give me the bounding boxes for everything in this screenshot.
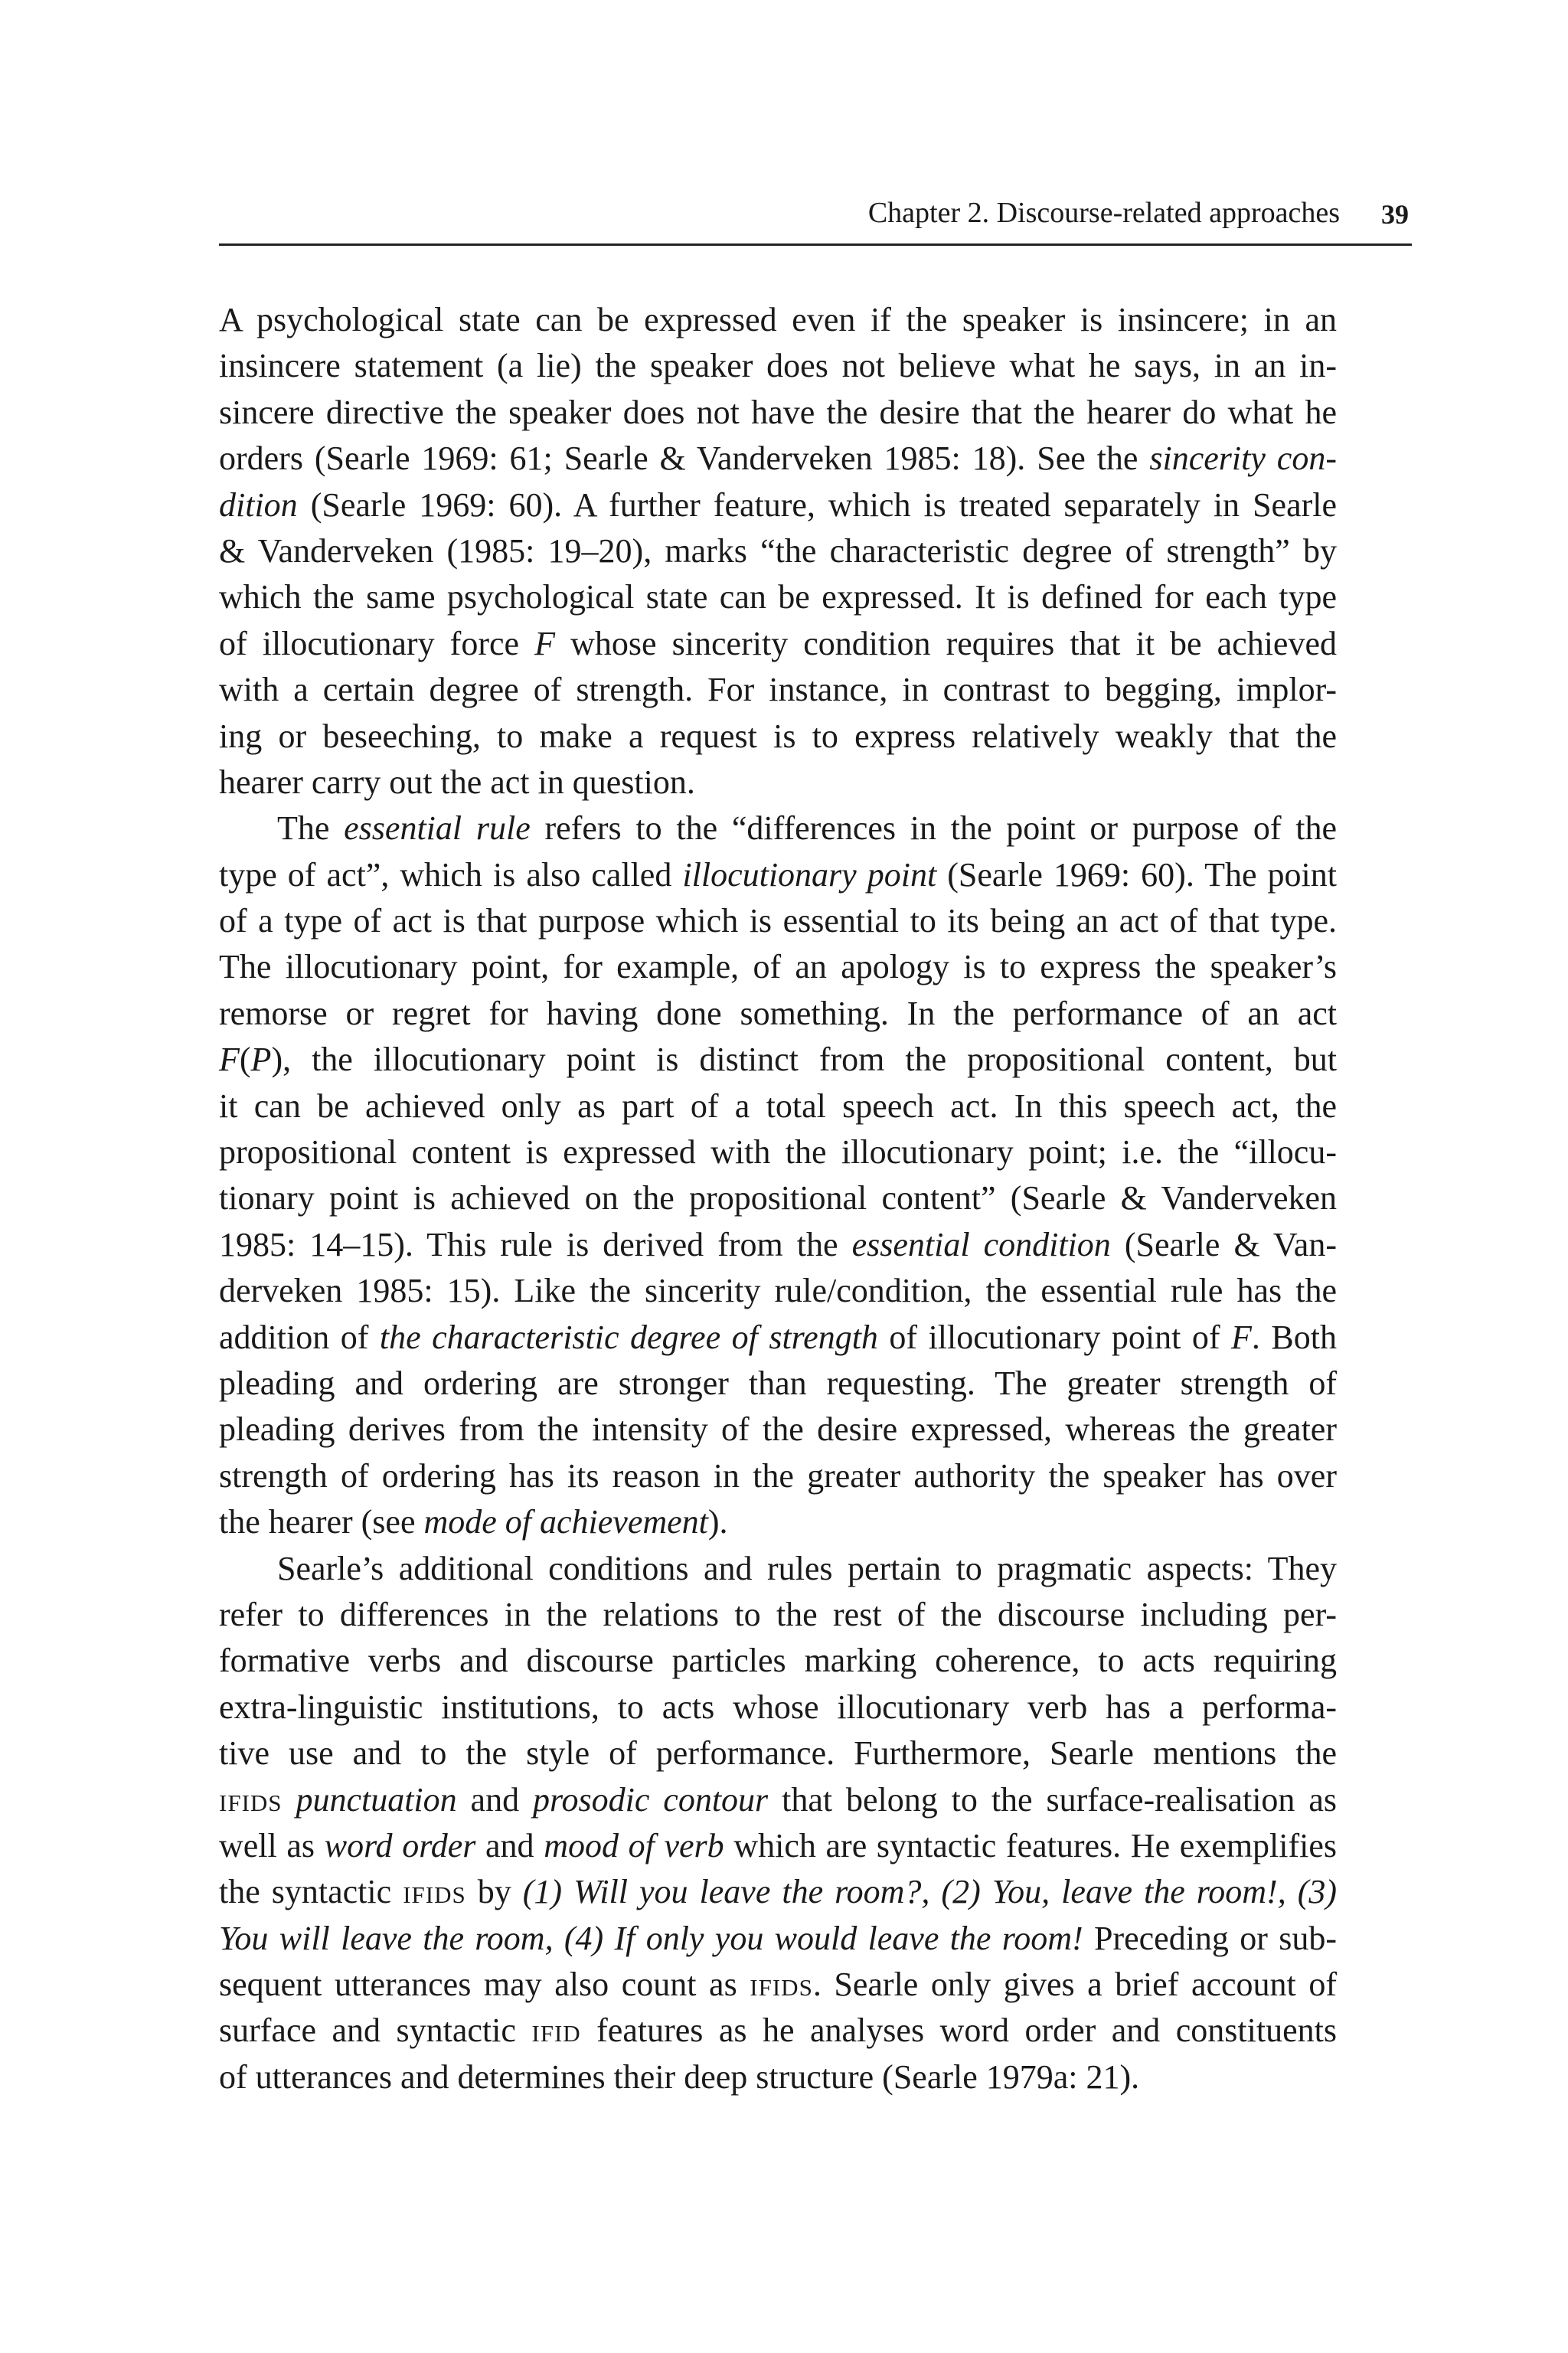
text-line: A psychological state can be expressed even if the speaker is insincere; in an xyxy=(219,301,1337,338)
text-line: extra-linguistic institutions, to acts whose illocutionary verb has a performa- xyxy=(219,1688,1337,1726)
text-line: insincere statement (a lie) the speaker does not believe what he says, in an in- xyxy=(219,347,1337,385)
text-line: surface and syntactic ifid features as he analyses word order and constituents xyxy=(219,2011,1337,2050)
body-text xyxy=(219,297,1337,2100)
text-line: the syntactic ifids by (1) Will you leave the room?, (2) You, leave the room!, (3) xyxy=(219,1873,1338,1911)
text-line: 1985: 14–15). This rule is derived from the essential condition (Searle & Van- xyxy=(219,1225,1337,1263)
page-number: 39 xyxy=(1381,199,1409,230)
text-line: F(P), the illocutionary point is distinct from the propositional content, but xyxy=(219,1041,1337,1079)
text-line: tionary point is achieved on the propositional content” (Searle & Vanderveken xyxy=(219,1179,1337,1217)
text-line: orders (Searle 1969: 61; Searle & Vanderveken 1985: 18). See the sincerity con- xyxy=(219,440,1337,478)
text-line: addition of the characteristic degree of strength of illocutionary point of F. Both xyxy=(219,1318,1337,1356)
text-line: of illocutionary force F whose sincerity condition requires that it be achieved xyxy=(219,624,1337,662)
text-line: The illocutionary point, for example, of an apology is to express the speaker’s xyxy=(219,948,1337,986)
text-line: strength of ordering has its reason in the greater authority the speaker has over xyxy=(219,1456,1337,1495)
running-head: Chapter 2. Discourse-related approaches xyxy=(867,197,1340,229)
text-line: tive use and to the style of performance. Furthermore, Searle mentions the xyxy=(219,1734,1337,1773)
text-line: refer to differences in the relations to the rest of the discourse including per- xyxy=(219,1595,1337,1633)
text-line: of a type of act is that purpose which is essential to its being an act of that type. xyxy=(219,902,1337,940)
text-line: with a certain degree of strength. For instance, in contrast to begging, implor- xyxy=(219,671,1337,709)
text-line: dition (Searle 1969: 60). A further feature, which is treated separately in Searle xyxy=(219,485,1337,524)
text-line: remorse or regret for having done something. In the performance of an act xyxy=(219,994,1337,1032)
text-line: well as word order and mood of verb which are syntactic features. He exemplifies xyxy=(219,1826,1338,1864)
text-line: sequent utterances may also count as ifids. Searle only gives a brief account of xyxy=(219,1966,1337,2004)
text-line: formative verbs and discourse particles marking coherence, to acts requiring xyxy=(219,1642,1337,1680)
text-line: derveken 1985: 15). Like the sincerity rule/condition, the essential rule has the xyxy=(219,1272,1337,1310)
page-header xyxy=(219,190,1412,246)
text-line: ifids punctuation and prosodic contour that belong to the surface-realisation as xyxy=(219,1780,1338,1819)
text-line: the hearer (see mode of achievement). xyxy=(219,1503,728,1541)
text-line: The essential rule refers to the “differences in the point or purpose of the xyxy=(277,809,1338,848)
text-line: pleading and ordering are stronger than requesting. The greater strength of xyxy=(219,1364,1337,1402)
text-line: ing or beseeching, to make a request is to express relatively weakly that the xyxy=(219,717,1337,755)
text-line: hearer carry out the act in question. xyxy=(219,763,695,801)
text-line: type of act”, which is also called illocutionary point (Searle 1969: 60). The point xyxy=(219,855,1337,894)
text-line: of utterances and determines their deep structure (Searle 1979a: 21). xyxy=(219,2057,1140,2096)
text-line: it can be achieved only as part of a total speech act. In this speech act, the xyxy=(219,1087,1337,1125)
text-line: You will leave the room, (4) If only you would leave the room! Preceding or sub- xyxy=(219,1919,1337,1957)
text-line: & Vanderveken (1985: 19–20), marks “the characteristic degree of strength” by xyxy=(219,531,1337,570)
text-line: pleading derives from the intensity of the desire expressed, whereas the greater xyxy=(219,1410,1337,1449)
text-line: propositional content is expressed with the illocutionary point; i.e. the “illocu- xyxy=(219,1133,1337,1172)
text-line: sincere directive the speaker does not have the desire that the hearer do what he xyxy=(219,393,1337,431)
text-line: which the same psychological state can be expressed. It is defined for each type xyxy=(219,578,1337,616)
text-line: Searle’s additional conditions and rules pertain to pragmatic aspects: They xyxy=(277,1549,1337,1587)
